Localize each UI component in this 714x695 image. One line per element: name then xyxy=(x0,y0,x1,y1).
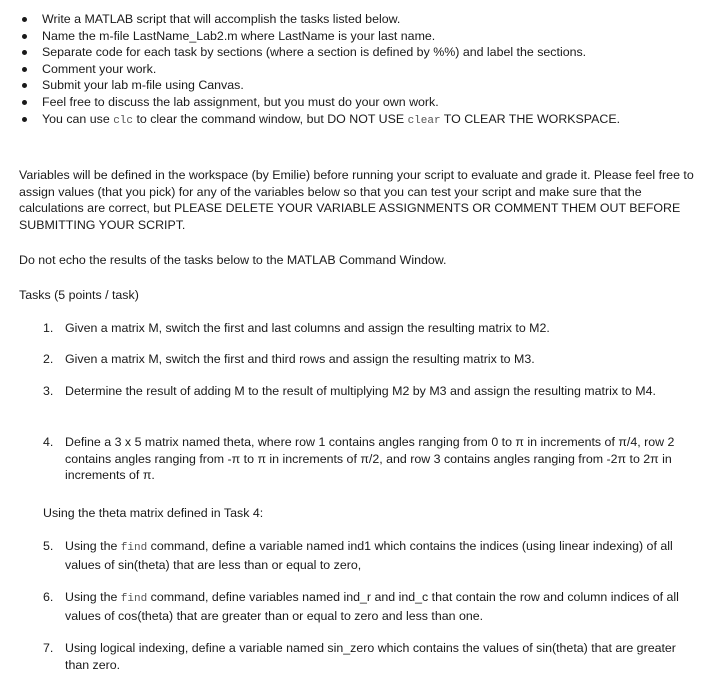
bullet-dot-icon xyxy=(22,17,27,22)
variables-paragraph: Variables will be defined in the workspace (by Emilie) before running your script to evaluate and grade it. Please feel free to assign values (that you pick) for any of the variables below so that you can test your script and make sure that the calculations are correct, but PLEASE DELETE YOUR VARIABLE ASSIGNMENTS OR COMMENT THEM OUT BEFORE SUBMITTING YOUR SCRIPT. xyxy=(19,168,694,232)
task-item: 3. Determine the result of adding M to the result of multiplying M2 by M3 and assign the resulting matrix to M4. xyxy=(43,384,656,398)
task-item: 5. Using the find command, define a variable named ind1 which contains the indices (using linear indexing) of all values of sin(theta) that are less than or equal to zero, xyxy=(43,539,673,572)
inline-code-clc: clc xyxy=(113,114,134,127)
bullet-dot-icon xyxy=(22,34,27,39)
bullet-item: You can use clc to clear the command window, but DO NOT USE clear TO CLEAR THE WORKSPACE. xyxy=(19,111,699,130)
inline-code-find: find xyxy=(120,593,148,605)
task-item: 1. Given a matrix M, switch the first and last columns and assign the resulting matrix to M2. xyxy=(43,321,550,335)
no-echo-paragraph: Do not echo the results of the tasks below to the MATLAB Command Window. xyxy=(19,253,447,267)
bullet-item: Comment your work. xyxy=(19,61,699,78)
inline-code-find: find xyxy=(120,542,148,554)
bullet-dot-icon xyxy=(22,83,27,88)
task-item: 7. Using logical indexing, define a variable named sin_zero which contains the values of sin(theta) that are greater than zero. xyxy=(43,641,676,672)
bullet-dot-icon xyxy=(22,100,27,105)
task-item: 2. Given a matrix M, switch the first and third rows and assign the resulting matrix to M3. xyxy=(43,352,535,366)
instruction-bullet-list xyxy=(19,11,699,129)
bullet-item: Submit your lab m-file using Canvas. xyxy=(19,77,699,94)
bullet-item: Feel free to discuss the lab assignment, but you must do your own work. xyxy=(19,94,699,111)
task-item: 6. Using the find command, define variables named ind_r and ind_c that contain the row and column indices of all values of cos(theta) that are greater than or equal to zero and less than one. xyxy=(43,590,679,623)
inline-code-clear: clear xyxy=(407,114,441,127)
bullet-item: Separate code for each task by sections (where a section is defined by %%) and label the sections. xyxy=(19,44,699,61)
bullet-item: Write a MATLAB script that will accomplish the tasks listed below. xyxy=(19,11,699,28)
theta-intro: Using the theta matrix defined in Task 4: xyxy=(43,506,264,520)
task-item: 4. Define a 3 x 5 matrix named theta, where row 1 contains angles ranging from 0 to π in increments of π/4, row 2 contains angles ranging from -π to π in increments of π/2, and row 3 contains angles ranging from -2π to 2π in increments of π. xyxy=(43,435,675,483)
bullet-item: Name the m-file LastName_Lab2.m where LastName is your last name. xyxy=(19,28,699,45)
bullet-dot-icon xyxy=(22,117,27,122)
tasks-heading: Tasks (5 points / task) xyxy=(19,288,139,302)
bullet-dot-icon xyxy=(22,50,27,55)
bullet-dot-icon xyxy=(22,67,27,72)
